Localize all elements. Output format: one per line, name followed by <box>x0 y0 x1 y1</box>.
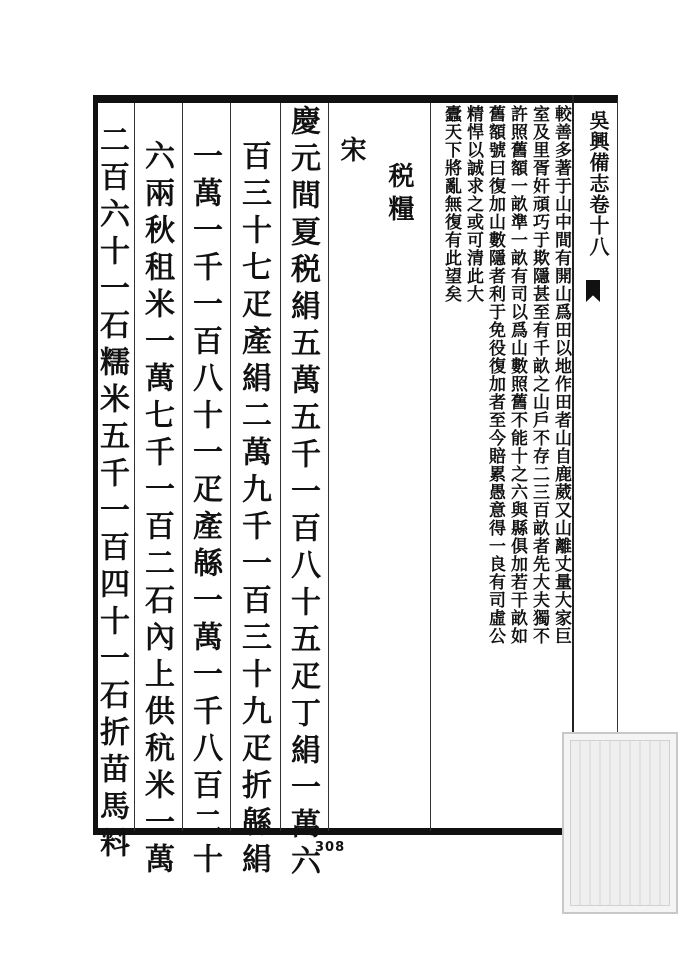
column-rule <box>328 103 329 831</box>
margin-title: 吳興備志卷十八 <box>586 110 610 257</box>
body-line: 六兩秋租米一萬七千一百二石內上供秔米一萬 <box>139 140 174 880</box>
body-line: 百三十七疋產絹二萬九千一百三十九疋折緜絹 <box>236 140 271 880</box>
column-rule <box>134 103 135 831</box>
library-seal-stamp <box>562 732 678 914</box>
column-rule <box>230 103 231 831</box>
body-line: 慶元間夏税絹五萬五千一百八十五疋丁絹一萬六 <box>285 105 320 882</box>
body-line: 二百六十一石糯米五千一百四十一石折苗馬料 <box>94 124 129 864</box>
column-rule <box>182 103 183 831</box>
note-line: 蠹天下將亂無復有此望矣 <box>441 105 461 303</box>
note-line: 室及里胥奸頑巧于欺隱甚至有千畝之山戶不存二三百畝者先大夫獨不 <box>529 105 549 645</box>
dynasty-heading: 宋 <box>336 136 366 169</box>
note-line: 舊額號曰復加山數隱者利于免役復加者至今賠累愚意得一良有司虛公 <box>485 105 505 645</box>
note-line: 較善多著于山中間有開山爲田以地作田者山自鹿葳又山離丈量大家巨 <box>551 105 571 645</box>
seal-pattern <box>570 740 670 906</box>
body-line: 一萬一千一百八十一疋產緜一萬一千八百二十 <box>187 140 222 880</box>
column-rule <box>430 103 431 831</box>
note-line: 精悍以誠求之或可清此大 <box>463 105 483 303</box>
page-number: 308 <box>315 840 346 855</box>
note-line: 許照舊額一畝準一畝有司以爲山數照舊不能十之六與縣俱加若干畝如 <box>507 105 527 645</box>
column-rule <box>280 103 281 831</box>
section-heading: 税糧 <box>384 162 414 228</box>
